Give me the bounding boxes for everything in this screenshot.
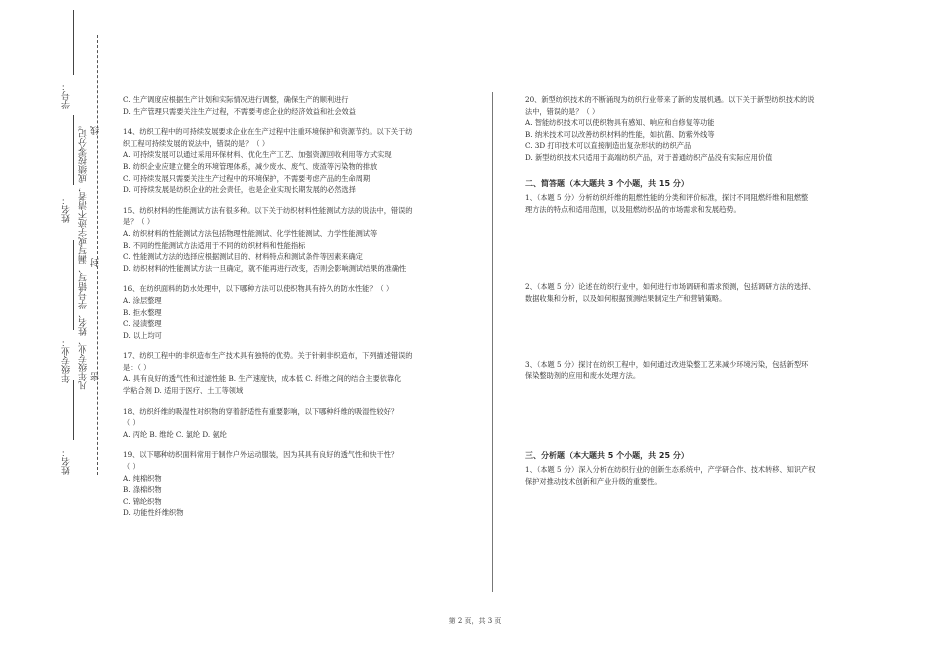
analysis-1 bbox=[525, 464, 870, 487]
q18-stem: 18、纺织纤维的吸湿性对织物的穿着舒适性有重要影响，以下哪种纤维的吸湿性较好？ bbox=[123, 406, 399, 416]
question-14 bbox=[123, 126, 468, 196]
short-answer-1 bbox=[525, 192, 870, 215]
q16-option-c: C. 浸渍整理 bbox=[123, 319, 162, 329]
q15-option-a: A. 纺织材料的性能测试方法包括物理性能测试、化学性能测试、力学性能测试等 bbox=[123, 228, 378, 238]
question-18 bbox=[123, 406, 468, 441]
question-16 bbox=[123, 283, 468, 341]
major-underline bbox=[73, 240, 74, 330]
q16-option-a: A. 涂层整理 bbox=[123, 295, 162, 305]
right-column bbox=[525, 94, 870, 488]
q14-option-c: C. 可持续发展只需要关注生产过程中的环境保护，不需要考虑产品的生命周期 bbox=[123, 173, 371, 183]
q18-stem-cont: （ ） bbox=[123, 418, 140, 428]
question-19 bbox=[123, 449, 468, 519]
an1-line-1: 1、（本题 5 分）深入分析在纺织行业的创新生态系统中，产学研合作、技术转移、知识产权 bbox=[525, 465, 816, 475]
left-column bbox=[123, 94, 468, 519]
q19-stem-cont: （ ） bbox=[123, 462, 140, 472]
sa1-line-2: 理方法的特点和适用范围，以及阻燃纺织品的市场需求和发展趋势。 bbox=[525, 204, 741, 214]
q19-stem: 19、以下哪种纺织面料常用于制作户外运动服装，因为其具有良好的透气性和快干性？ bbox=[123, 450, 399, 460]
major-label: 年级专业： bbox=[62, 338, 72, 383]
an1-line-2: 保护对推动技术创新和产业升级的重要性。 bbox=[525, 476, 662, 486]
q17-options-cont: 学粘合剂 D. 适用于医疗、土工等领域 bbox=[123, 386, 244, 396]
q19-option-b: B. 涤棉织物 bbox=[123, 485, 162, 495]
school-name-underline bbox=[73, 380, 74, 440]
sa3-line-1: 3、（本题 5 分）探讨在纺织工程中，如何通过改进染整工艺来减少环境污染，包括新型环 bbox=[525, 359, 809, 369]
q17-stem: 17、纺织工程中的非织造布生产技术具有独特的优势。关于针刺非织造布，下列描述错误的 bbox=[123, 351, 413, 361]
short-answer-3 bbox=[525, 359, 870, 382]
q18-options: A. 丙纶 B. 维纶 C. 氯纶 D. 氨纶 bbox=[123, 429, 227, 439]
q16-stem: 16、在纺织面料的防水处理中，以下哪种方法可以使织物具有持久的防水性能？（ ） bbox=[123, 284, 394, 294]
q15-stem: 15、纺织材料的性能测试方法有很多种。以下关于纺织材料性能测试方法的说法中，错误的 bbox=[123, 205, 413, 215]
q13-option-c: C. 生产调度应根据生产计划和实际情况进行调整，确保生产的顺利进行 bbox=[123, 95, 349, 104]
page-footer: 第 2 页，共 3 页 bbox=[448, 617, 502, 625]
sa3-line-2: 保染整助剂的应用和废水处理方法。 bbox=[525, 371, 641, 381]
question-20 bbox=[525, 94, 870, 164]
name-label: 姓名： bbox=[62, 196, 72, 223]
seal-mark-line: 线 bbox=[91, 126, 101, 135]
q20-stem: 20、新型纺织技术的不断涌现为纺织行业带来了新的发展机遇。以下关于新型纺织技术的说 bbox=[525, 95, 815, 104]
question-17 bbox=[123, 350, 468, 396]
q20-option-a: A. 智能纺织技术可以使织物具有感知、响应和自修复等功能 bbox=[525, 118, 715, 128]
binding-instructions: 凡年级专业、姓名、学号错写、漏写或字迹不清者，成绩按零分记。 bbox=[79, 120, 89, 390]
section-2-title: 二、简答题（本大题共 3 个小题，共 15 分） bbox=[525, 178, 689, 188]
q15-stem-cont: 是？（ ） bbox=[123, 217, 155, 227]
q14-stem-cont: 织工程可持续发展的说法中，错误的是？（ ） bbox=[123, 138, 270, 148]
section-3-title: 三、分析题（本大题共 5 个小题，共 25 分） bbox=[525, 450, 689, 460]
name-underline bbox=[73, 10, 74, 75]
seal-mark-seal: 封 bbox=[91, 258, 101, 267]
q17-options: A. 具有良好的透气性和过滤性能 B. 生产速度快，成本低 C. 纤维之间的结合主要依靠化 bbox=[123, 374, 402, 384]
q15-option-b: B. 不同的性能测试方法适用于不同的纺织材料和性能指标 bbox=[123, 240, 306, 250]
q14-option-b: B. 纺织企业应建立健全的环境管理体系，减少废水、废气、废渣等污染物的排放 bbox=[123, 161, 378, 171]
q16-option-b: B. 拒水整理 bbox=[123, 307, 162, 317]
q15-option-d: D. 纺织材料的性能测试方法一旦确定，就不能再进行改变，否则会影响测试结果的准确性 bbox=[123, 263, 407, 273]
q20-option-c: C. 3D 打印技术可以直接制造出复杂形状的纺织产品 bbox=[525, 141, 692, 151]
q20-stem-cont: 法中，错误的是？（ ） bbox=[525, 106, 600, 116]
q17-stem-cont: 是：（ ） bbox=[123, 362, 151, 372]
school-label: 姓名： bbox=[62, 448, 72, 475]
column-divider bbox=[492, 92, 493, 592]
q19-option-a: A. 纯棉织物 bbox=[123, 473, 162, 483]
question-15 bbox=[123, 205, 468, 275]
sa2-line-2: 数据收集和分析，以及如何根据预测结果制定生产和营销策略。 bbox=[525, 293, 727, 303]
q15-option-c: C. 性能测试方法的选择应根据测试目的、材料特点和测试条件等因素来确定 bbox=[123, 252, 363, 262]
sa2-line-1: 2、（本题 5 分）论述在纺织行业中，如何进行市场调研和需求预测，包括调研方法的选择、 bbox=[525, 282, 816, 292]
q16-option-d: D. 以上均可 bbox=[123, 330, 162, 340]
school-underline bbox=[73, 115, 74, 185]
q14-option-d: D. 可持续发展是纺织企业的社会责任，也是企业实现长期发展的必然选择 bbox=[123, 185, 356, 195]
q19-option-c: C. 锦纶织物 bbox=[123, 496, 162, 506]
sa1-line-1: 1、（本题 5 分）分析纺织纤维的阻燃性能的分类和评价标准，探讨不同阻燃纤维和阻燃整 bbox=[525, 193, 809, 203]
short-answer-2 bbox=[525, 281, 870, 304]
q20-option-d: D. 新型纺织技术只适用于高端纺织产品，对于普通纺织产品没有实际应用价值 bbox=[525, 152, 773, 162]
seal-mark-secret: 密 bbox=[91, 372, 101, 381]
q19-option-d: D. 功能性纤维织物 bbox=[123, 508, 184, 518]
binding-dashed-line bbox=[97, 35, 98, 475]
q14-option-a: A. 可持续发展可以通过采用环保材料、优化生产工艺、加强资源回收利用等方式实现 bbox=[123, 150, 392, 160]
q20-option-b: B. 纳米技术可以改善纺织材料的性能，如抗菌、防紫外线等 bbox=[525, 129, 715, 139]
student-id-label: 学号： bbox=[62, 82, 72, 109]
q13-option-d: D. 生产管理只需要关注生产过程，不需要考虑企业的经济效益和社会效益 bbox=[123, 106, 356, 116]
q14-stem: 14、纺织工程中的可持续发展要求企业在生产过程中注重环境保护和资源节约。以下关于纺 bbox=[123, 127, 413, 137]
